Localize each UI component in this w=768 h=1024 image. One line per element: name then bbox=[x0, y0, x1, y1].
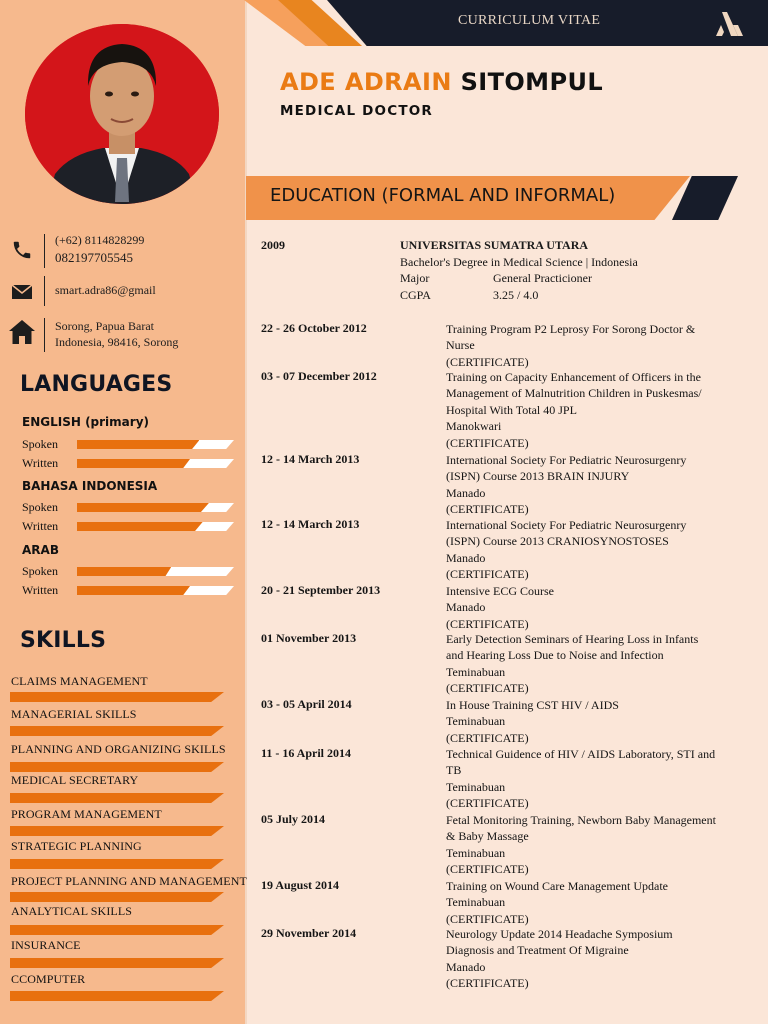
skill-bar bbox=[10, 726, 224, 736]
training-entry bbox=[446, 926, 756, 992]
training-date: 05 July 2014 bbox=[261, 812, 326, 826]
training-line: Teminabuan bbox=[446, 845, 506, 860]
skill-bar bbox=[10, 692, 224, 702]
training-entry bbox=[446, 697, 756, 746]
institution-name: UNIVERSITAS SUMATRA UTARA bbox=[400, 238, 589, 252]
major-value: General Practicioner bbox=[493, 271, 592, 285]
mail-icon bbox=[8, 278, 36, 306]
email-address: smart.adra86@gmail bbox=[55, 283, 156, 297]
first-name: ADE ADRAIN bbox=[280, 68, 452, 96]
training-date: 22 - 26 October 2012 bbox=[261, 321, 367, 335]
training-line: Nurse bbox=[446, 338, 475, 353]
training-line: Diagnosis and Treatment Of Migraine bbox=[446, 943, 629, 958]
spoken-label: Spoken bbox=[22, 437, 58, 451]
education-title: EDUCATION (FORMAL AND INFORMAL) bbox=[270, 185, 616, 206]
skill-bar bbox=[10, 892, 224, 902]
training-entry bbox=[446, 878, 756, 927]
training-entry bbox=[446, 369, 756, 451]
training-date: 03 - 05 April 2014 bbox=[261, 697, 352, 711]
training-date: 20 - 21 September 2013 bbox=[261, 583, 381, 597]
training-line: Manado bbox=[446, 485, 486, 500]
skill-bar bbox=[10, 762, 224, 772]
training-date: 29 November 2014 bbox=[261, 926, 357, 940]
training-line: (CERTIFICATE) bbox=[446, 862, 529, 877]
cgpa-value: 3.25 / 4.0 bbox=[493, 288, 539, 302]
training-line: Technical Guidence of HIV / AIDS Laboratory, STI and bbox=[446, 747, 716, 761]
training-line: Training on Wound Care Management Update bbox=[446, 879, 668, 893]
training-line: and Hearing Loss Due to Noise and Infection bbox=[446, 648, 664, 663]
training-line: Manokwari bbox=[446, 419, 502, 434]
last-name: SITOMPUL bbox=[460, 68, 604, 96]
spoken-label: Spoken bbox=[22, 500, 58, 514]
spoken-level-bar bbox=[77, 567, 234, 576]
skill-bar bbox=[10, 859, 224, 869]
training-date: 01 November 2013 bbox=[261, 631, 357, 645]
training-line: (ISPN) Course 2013 BRAIN INJURY bbox=[446, 469, 630, 484]
written-label: Written bbox=[22, 583, 59, 597]
training-entry bbox=[446, 517, 756, 583]
training-line: (CERTIFICATE) bbox=[446, 796, 529, 811]
contact-divider bbox=[44, 276, 45, 306]
skill-bar bbox=[10, 826, 224, 836]
skill-label: CCOMPUTER bbox=[11, 972, 86, 986]
skill-bar bbox=[10, 958, 224, 968]
skill-label: CLAIMS MANAGEMENT bbox=[11, 674, 148, 688]
training-entry bbox=[446, 631, 756, 697]
training-line: Management of Malnutrition Children in Puskesmas/ bbox=[446, 386, 702, 401]
contact-divider bbox=[44, 318, 45, 352]
training-line: Intensive ECG Course bbox=[446, 584, 554, 598]
training-line: Training on Capacity Enhancement of Officers in the bbox=[446, 370, 701, 384]
home-icon bbox=[8, 318, 36, 346]
training-line: (ISPN) Course 2013 CRANIOSYNOSTOSES bbox=[446, 534, 669, 549]
profile-photo bbox=[25, 24, 219, 204]
written-label: Written bbox=[22, 519, 59, 533]
training-entry bbox=[446, 746, 756, 812]
training-line: (CERTIFICATE) bbox=[446, 435, 529, 450]
skill-label: STRATEGIC PLANNING bbox=[11, 839, 142, 853]
sidebar-divider bbox=[245, 0, 247, 1024]
skill-label: PLANNING AND ORGANIZING SKILLS bbox=[11, 742, 226, 756]
skill-label: INSURANCE bbox=[11, 938, 81, 952]
spoken-level-bar bbox=[77, 440, 234, 449]
training-line: & Baby Massage bbox=[446, 829, 529, 844]
phone-number-2: 082197705545 bbox=[55, 250, 133, 265]
spoken-label: Spoken bbox=[22, 564, 58, 578]
training-line: Manado bbox=[446, 550, 486, 565]
training-line: International Society For Pediatric Neurosurgenry bbox=[446, 453, 687, 467]
level-fill bbox=[77, 586, 190, 595]
training-entry bbox=[446, 812, 756, 878]
level-fill bbox=[77, 459, 190, 468]
skills-title: SKILLS bbox=[20, 628, 107, 653]
skill-label: MEDICAL SECRETARY bbox=[11, 773, 139, 787]
degree: Bachelor's Degree in Medical Science | Indonesia bbox=[400, 255, 638, 269]
skill-label: PROGRAM MANAGEMENT bbox=[11, 807, 162, 821]
skill-bar bbox=[10, 925, 224, 935]
training-date: 03 - 07 December 2012 bbox=[261, 369, 377, 383]
training-line: Manado bbox=[446, 959, 486, 974]
training-date: 12 - 14 March 2013 bbox=[261, 517, 360, 531]
training-line: (CERTIFICATE) bbox=[446, 616, 529, 631]
training-line: Training Program P2 Leprosy For Sorong Doctor & bbox=[446, 322, 696, 336]
logo-icon bbox=[713, 12, 743, 41]
training-line: Fetal Monitoring Training, Newborn Baby Management bbox=[446, 813, 716, 827]
skill-bar bbox=[10, 991, 224, 1001]
level-fill bbox=[77, 567, 171, 576]
written-level-bar bbox=[77, 586, 234, 595]
level-fill bbox=[77, 440, 199, 449]
phone-number-1: (+62) 8114828299 bbox=[55, 233, 145, 247]
training-line: (CERTIFICATE) bbox=[446, 976, 529, 991]
training-line: TB bbox=[446, 763, 462, 778]
written-level-bar bbox=[77, 459, 234, 468]
training-line: (CERTIFICATE) bbox=[446, 567, 529, 582]
skill-label: MANAGERIAL SKILLS bbox=[11, 707, 137, 721]
training-line: Teminabuan bbox=[446, 895, 506, 910]
training-entry bbox=[446, 321, 756, 370]
training-line: Early Detection Seminars of Hearing Loss in Infants bbox=[446, 632, 699, 646]
training-line: Teminabuan bbox=[446, 779, 506, 794]
contact-divider bbox=[44, 234, 45, 268]
address-line-2: Indonesia, 98416, Sorong bbox=[55, 335, 179, 349]
training-line: (CERTIFICATE) bbox=[446, 681, 529, 696]
level-fill bbox=[77, 522, 203, 531]
training-line: Hospital With Total 40 JPL bbox=[446, 402, 577, 417]
training-line: Neurology Update 2014 Headache Symposium bbox=[446, 927, 673, 941]
cgpa-label: CGPA bbox=[400, 288, 431, 302]
skill-bar bbox=[10, 793, 224, 803]
training-line: In House Training CST HIV / AIDS bbox=[446, 698, 619, 712]
skill-label: PROJECT PLANNING AND MANAGEMENT bbox=[11, 874, 247, 888]
language-name: ENGLISH (primary) bbox=[22, 415, 149, 429]
job-title: MEDICAL DOCTOR bbox=[280, 103, 434, 119]
level-fill bbox=[77, 503, 209, 512]
training-entry bbox=[446, 583, 756, 632]
training-line: International Society For Pediatric Neurosurgenry bbox=[446, 518, 687, 532]
training-line: (CERTIFICATE) bbox=[446, 502, 529, 517]
language-name: BAHASA INDONESIA bbox=[22, 479, 158, 493]
training-line: (CERTIFICATE) bbox=[446, 911, 529, 926]
training-date: 11 - 16 April 2014 bbox=[261, 746, 352, 760]
training-line: (CERTIFICATE) bbox=[446, 354, 529, 369]
phone-icon bbox=[8, 236, 36, 264]
address-line-1: Sorong, Papua Barat bbox=[55, 319, 154, 333]
training-entry bbox=[446, 452, 756, 518]
languages-title: LANGUAGES bbox=[20, 372, 173, 397]
training-line: Teminabuan bbox=[446, 664, 506, 679]
formal-year: 2009 bbox=[261, 238, 285, 252]
written-level-bar bbox=[77, 522, 234, 531]
written-label: Written bbox=[22, 456, 59, 470]
major-label: Major bbox=[400, 271, 430, 285]
skill-label: ANALYTICAL SKILLS bbox=[11, 904, 133, 918]
language-name: ARAB bbox=[22, 543, 59, 557]
training-line: Teminabuan bbox=[446, 714, 506, 729]
full-name bbox=[280, 68, 603, 96]
training-line: (CERTIFICATE) bbox=[446, 730, 529, 745]
cv-title: CURRICULUM VITAE bbox=[458, 13, 601, 28]
training-line: Manado bbox=[446, 600, 486, 615]
training-date: 19 August 2014 bbox=[261, 878, 340, 892]
training-date: 12 - 14 March 2013 bbox=[261, 452, 360, 466]
spoken-level-bar bbox=[77, 503, 234, 512]
